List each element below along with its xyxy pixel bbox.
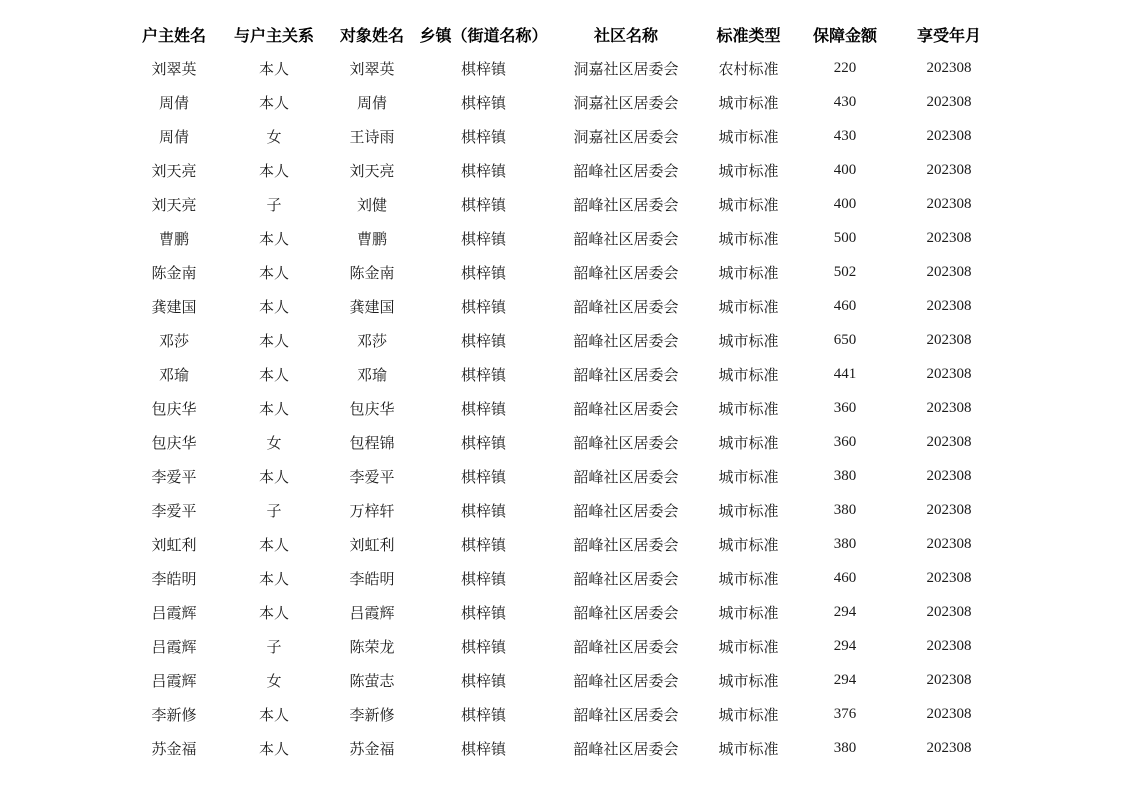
month-cell: 202308 xyxy=(926,467,972,484)
relation-cell: 本人 xyxy=(258,365,289,384)
recipient-name-cell: 陈荣龙 xyxy=(349,637,395,656)
recipient-name-cell: 包程锦 xyxy=(349,433,395,452)
standard-type-cell: 城市标准 xyxy=(718,93,779,112)
town-cell: 棋梓镇 xyxy=(460,705,506,724)
relation-cell: 本人 xyxy=(258,297,289,316)
recipient-name-cell: 邓莎 xyxy=(356,331,387,350)
householder-name-cell: 刘天亮 xyxy=(151,161,197,180)
relation-cell: 子 xyxy=(266,195,282,214)
relation-cell: 本人 xyxy=(258,705,289,724)
town-cell: 棋梓镇 xyxy=(460,93,506,112)
header-relation: 与户主关系 xyxy=(233,25,314,45)
table-row xyxy=(128,289,1004,323)
month-cell: 202308 xyxy=(926,637,972,654)
relation-cell: 本人 xyxy=(258,569,289,588)
amount-cell: 380 xyxy=(833,739,857,756)
community-cell: 韶峰社区居委会 xyxy=(573,161,679,180)
recipient-name-cell: 包庆华 xyxy=(349,399,395,418)
recipient-name-cell: 苏金福 xyxy=(349,739,395,758)
header-recipient-name: 对象姓名 xyxy=(339,25,404,45)
relation-cell: 本人 xyxy=(258,739,289,758)
relation-cell: 本人 xyxy=(258,59,289,78)
town-cell: 棋梓镇 xyxy=(460,229,506,248)
table-row xyxy=(128,493,1004,527)
standard-type-cell: 城市标准 xyxy=(718,399,779,418)
standard-type-cell: 城市标准 xyxy=(718,671,779,690)
table-body xyxy=(128,51,1004,765)
community-cell: 韶峰社区居委会 xyxy=(573,433,679,452)
town-cell: 棋梓镇 xyxy=(460,637,506,656)
town-cell: 棋梓镇 xyxy=(460,263,506,282)
relation-cell: 子 xyxy=(266,637,282,656)
community-cell: 韶峰社区居委会 xyxy=(573,297,679,316)
month-cell: 202308 xyxy=(926,433,972,450)
table-row xyxy=(128,119,1004,153)
town-cell: 棋梓镇 xyxy=(460,739,506,758)
table-row xyxy=(128,391,1004,425)
community-cell: 韶峰社区居委会 xyxy=(573,535,679,554)
community-cell: 韶峰社区居委会 xyxy=(573,331,679,350)
table-row xyxy=(128,51,1004,85)
recipient-name-cell: 刘翠英 xyxy=(349,59,395,78)
householder-name-cell: 刘虹利 xyxy=(151,535,197,554)
recipient-name-cell: 李皓明 xyxy=(349,569,395,588)
amount-cell: 294 xyxy=(833,603,857,620)
relation-cell: 女 xyxy=(266,127,282,146)
amount-cell: 360 xyxy=(833,433,857,450)
standard-type-cell: 城市标准 xyxy=(718,161,779,180)
amount-cell: 380 xyxy=(833,467,857,484)
header-town: 乡镇（街道名称） xyxy=(419,25,548,45)
town-cell: 棋梓镇 xyxy=(460,297,506,316)
town-cell: 棋梓镇 xyxy=(460,195,506,214)
standard-type-cell: 城市标准 xyxy=(718,637,779,656)
relation-cell: 本人 xyxy=(258,93,289,112)
community-cell: 韶峰社区居委会 xyxy=(573,671,679,690)
standard-type-cell: 城市标准 xyxy=(718,569,779,588)
standard-type-cell: 城市标准 xyxy=(718,433,779,452)
community-cell: 韶峰社区居委会 xyxy=(573,739,679,758)
amount-cell: 360 xyxy=(833,399,857,416)
standard-type-cell: 城市标准 xyxy=(718,501,779,520)
subsidy-table xyxy=(128,17,1004,765)
amount-cell: 441 xyxy=(833,365,857,382)
community-cell: 韶峰社区居委会 xyxy=(573,569,679,588)
table-row xyxy=(128,323,1004,357)
relation-cell: 本人 xyxy=(258,603,289,622)
month-cell: 202308 xyxy=(926,127,972,144)
amount-cell: 502 xyxy=(833,263,857,280)
recipient-name-cell: 李新修 xyxy=(349,705,395,724)
table-row xyxy=(128,731,1004,765)
month-cell: 202308 xyxy=(926,501,972,518)
header-row xyxy=(128,17,1004,51)
month-cell: 202308 xyxy=(926,603,972,620)
town-cell: 棋梓镇 xyxy=(460,331,506,350)
town-cell: 棋梓镇 xyxy=(460,671,506,690)
relation-cell: 女 xyxy=(266,671,282,690)
amount-cell: 400 xyxy=(833,161,857,178)
householder-name-cell: 李爱平 xyxy=(151,467,197,486)
recipient-name-cell: 陈金南 xyxy=(349,263,395,282)
relation-cell: 本人 xyxy=(258,535,289,554)
table-row xyxy=(128,561,1004,595)
standard-type-cell: 城市标准 xyxy=(718,365,779,384)
relation-cell: 本人 xyxy=(258,399,289,418)
table-row xyxy=(128,425,1004,459)
month-cell: 202308 xyxy=(926,229,972,246)
amount-cell: 294 xyxy=(833,637,857,654)
householder-name-cell: 刘翠英 xyxy=(151,59,197,78)
recipient-name-cell: 刘天亮 xyxy=(349,161,395,180)
householder-name-cell: 吕霞辉 xyxy=(151,603,197,622)
month-cell: 202308 xyxy=(926,365,972,382)
town-cell: 棋梓镇 xyxy=(460,59,506,78)
community-cell: 韶峰社区居委会 xyxy=(573,467,679,486)
relation-cell: 本人 xyxy=(258,263,289,282)
amount-cell: 500 xyxy=(833,229,857,246)
town-cell: 棋梓镇 xyxy=(460,161,506,180)
month-cell: 202308 xyxy=(926,399,972,416)
recipient-name-cell: 龚建国 xyxy=(349,297,395,316)
amount-cell: 220 xyxy=(833,59,857,76)
month-cell: 202308 xyxy=(926,93,972,110)
town-cell: 棋梓镇 xyxy=(460,365,506,384)
table-row xyxy=(128,527,1004,561)
standard-type-cell: 城市标准 xyxy=(718,297,779,316)
standard-type-cell: 城市标准 xyxy=(718,195,779,214)
community-cell: 韶峰社区居委会 xyxy=(573,195,679,214)
town-cell: 棋梓镇 xyxy=(460,603,506,622)
amount-cell: 380 xyxy=(833,535,857,552)
amount-cell: 294 xyxy=(833,671,857,688)
table-row xyxy=(128,357,1004,391)
month-cell: 202308 xyxy=(926,59,972,76)
community-cell: 韶峰社区居委会 xyxy=(573,637,679,656)
community-cell: 韶峰社区居委会 xyxy=(573,365,679,384)
relation-cell: 本人 xyxy=(258,467,289,486)
month-cell: 202308 xyxy=(926,569,972,586)
month-cell: 202308 xyxy=(926,705,972,722)
amount-cell: 400 xyxy=(833,195,857,212)
recipient-name-cell: 李爱平 xyxy=(349,467,395,486)
amount-cell: 430 xyxy=(833,127,857,144)
amount-cell: 650 xyxy=(833,331,857,348)
header-community: 社区名称 xyxy=(593,25,658,45)
month-cell: 202308 xyxy=(926,161,972,178)
town-cell: 棋梓镇 xyxy=(460,535,506,554)
householder-name-cell: 周倩 xyxy=(158,93,189,112)
amount-cell: 430 xyxy=(833,93,857,110)
town-cell: 棋梓镇 xyxy=(460,433,506,452)
town-cell: 棋梓镇 xyxy=(460,569,506,588)
community-cell: 洞嘉社区居委会 xyxy=(573,59,679,78)
month-cell: 202308 xyxy=(926,331,972,348)
month-cell: 202308 xyxy=(926,535,972,552)
standard-type-cell: 城市标准 xyxy=(718,705,779,724)
table-row xyxy=(128,255,1004,289)
recipient-name-cell: 陈萤志 xyxy=(349,671,395,690)
standard-type-cell: 城市标准 xyxy=(718,331,779,350)
table-row xyxy=(128,85,1004,119)
header-month: 享受年月 xyxy=(916,25,981,45)
amount-cell: 460 xyxy=(833,569,857,586)
community-cell: 洞嘉社区居委会 xyxy=(573,93,679,112)
standard-type-cell: 城市标准 xyxy=(718,229,779,248)
community-cell: 韶峰社区居委会 xyxy=(573,399,679,418)
header-amount: 保障金额 xyxy=(812,25,877,45)
relation-cell: 本人 xyxy=(258,229,289,248)
householder-name-cell: 吕霞辉 xyxy=(151,637,197,656)
recipient-name-cell: 王诗雨 xyxy=(349,127,395,146)
householder-name-cell: 包庆华 xyxy=(151,433,197,452)
table-row xyxy=(128,629,1004,663)
month-cell: 202308 xyxy=(926,263,972,280)
month-cell: 202308 xyxy=(926,671,972,688)
householder-name-cell: 邓瑜 xyxy=(158,365,189,384)
header-householder-name: 户主姓名 xyxy=(141,25,206,45)
table-row xyxy=(128,221,1004,255)
relation-cell: 本人 xyxy=(258,331,289,350)
month-cell: 202308 xyxy=(926,297,972,314)
recipient-name-cell: 刘虹利 xyxy=(349,535,395,554)
standard-type-cell: 城市标准 xyxy=(718,603,779,622)
table-row xyxy=(128,595,1004,629)
relation-cell: 女 xyxy=(266,433,282,452)
amount-cell: 376 xyxy=(833,705,857,722)
recipient-name-cell: 邓瑜 xyxy=(356,365,387,384)
standard-type-cell: 城市标准 xyxy=(718,467,779,486)
standard-type-cell: 城市标准 xyxy=(718,127,779,146)
table-row xyxy=(128,663,1004,697)
householder-name-cell: 包庆华 xyxy=(151,399,197,418)
householder-name-cell: 曹鹏 xyxy=(158,229,189,248)
community-cell: 韶峰社区居委会 xyxy=(573,501,679,520)
town-cell: 棋梓镇 xyxy=(460,467,506,486)
standard-type-cell: 城市标准 xyxy=(718,739,779,758)
community-cell: 韶峰社区居委会 xyxy=(573,263,679,282)
householder-name-cell: 苏金福 xyxy=(151,739,197,758)
town-cell: 棋梓镇 xyxy=(460,399,506,418)
standard-type-cell: 城市标准 xyxy=(718,535,779,554)
town-cell: 棋梓镇 xyxy=(460,127,506,146)
relation-cell: 子 xyxy=(266,501,282,520)
householder-name-cell: 邓莎 xyxy=(158,331,189,350)
community-cell: 韶峰社区居委会 xyxy=(573,603,679,622)
householder-name-cell: 李新修 xyxy=(151,705,197,724)
amount-cell: 380 xyxy=(833,501,857,518)
table-row xyxy=(128,187,1004,221)
recipient-name-cell: 万梓轩 xyxy=(349,501,395,520)
standard-type-cell: 城市标准 xyxy=(718,263,779,282)
householder-name-cell: 龚建国 xyxy=(151,297,197,316)
community-cell: 韶峰社区居委会 xyxy=(573,229,679,248)
recipient-name-cell: 吕霞辉 xyxy=(349,603,395,622)
month-cell: 202308 xyxy=(926,195,972,212)
amount-cell: 460 xyxy=(833,297,857,314)
householder-name-cell: 陈金南 xyxy=(151,263,197,282)
householder-name-cell: 刘天亮 xyxy=(151,195,197,214)
header-standard-type: 标准类型 xyxy=(716,25,781,45)
householder-name-cell: 吕霞辉 xyxy=(151,671,197,690)
standard-type-cell: 农村标准 xyxy=(718,59,779,78)
table-row xyxy=(128,697,1004,731)
householder-name-cell: 李皓明 xyxy=(151,569,197,588)
householder-name-cell: 周倩 xyxy=(158,127,189,146)
householder-name-cell: 李爱平 xyxy=(151,501,197,520)
month-cell: 202308 xyxy=(926,739,972,756)
recipient-name-cell: 曹鹏 xyxy=(356,229,387,248)
recipient-name-cell: 刘健 xyxy=(356,195,387,214)
community-cell: 洞嘉社区居委会 xyxy=(573,127,679,146)
relation-cell: 本人 xyxy=(258,161,289,180)
town-cell: 棋梓镇 xyxy=(460,501,506,520)
recipient-name-cell: 周倩 xyxy=(356,93,387,112)
community-cell: 韶峰社区居委会 xyxy=(573,705,679,724)
table-row xyxy=(128,153,1004,187)
table-row xyxy=(128,459,1004,493)
